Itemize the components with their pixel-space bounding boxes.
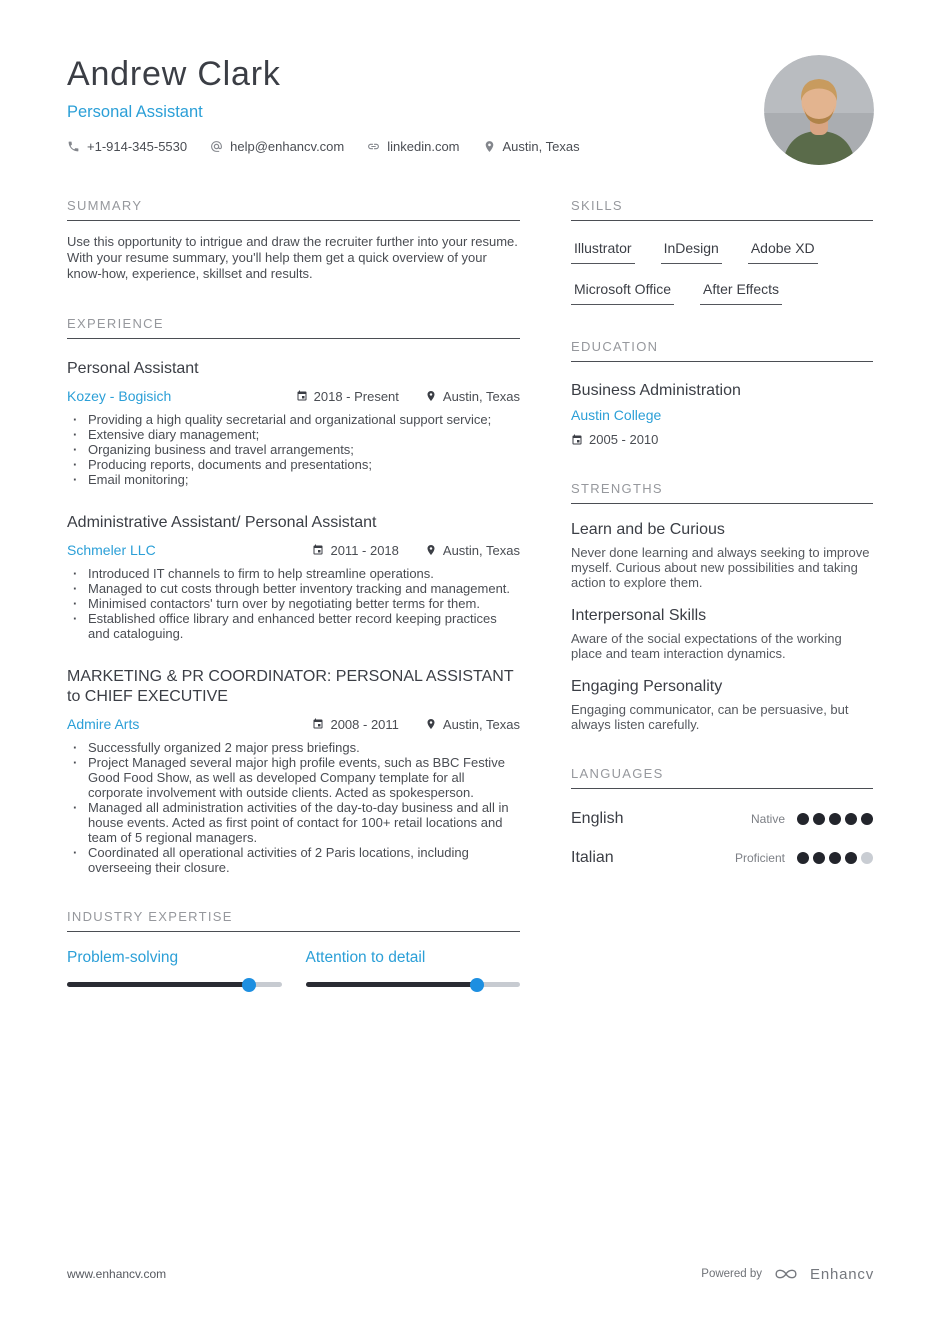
job-bullet: · Established office library and enhanced better record keeping practices and cataloguing. (67, 611, 520, 641)
job-bullets (67, 412, 520, 487)
calendar-icon (571, 434, 583, 446)
left-column (67, 198, 520, 1021)
location-icon (425, 544, 437, 556)
location-icon (425, 718, 437, 730)
contact-text: Austin, Texas (502, 139, 580, 154)
education-dates: 2005 - 2010 (589, 432, 659, 447)
enhancv-logo-icon (771, 1265, 801, 1283)
job-bullet: · Managed to cut costs through better inventory tracking and management. (67, 581, 520, 596)
skill-tag[interactable]: Adobe XD (748, 240, 818, 264)
job-bullet: · Email monitoring; (67, 472, 520, 487)
summary-heading: SUMMARY (67, 198, 520, 221)
resume-header (67, 55, 874, 165)
strength-title: Learn and be Curious (571, 521, 725, 538)
rating-dot (845, 813, 857, 825)
education-heading: EDUCATION (571, 339, 873, 362)
job-bullet: · Organizing business and travel arrangements; (67, 442, 520, 457)
expertise-label: Attention to detail (305, 949, 426, 966)
job-bullets (67, 740, 520, 875)
job-entry (67, 667, 520, 875)
strength-title: Engaging Personality (571, 678, 723, 695)
language-row (571, 849, 873, 867)
job-dates-text: 2011 - 2018 (330, 542, 399, 558)
job-dates-text: 2018 - Present (313, 388, 399, 404)
job-dates (296, 389, 399, 404)
person-name: Andrew Clark (67, 55, 281, 93)
company-link[interactable]: Schmeler LLC (67, 542, 156, 558)
rating-dot (845, 852, 857, 864)
experience-section (67, 316, 520, 875)
language-rating[interactable] (797, 852, 873, 864)
skills-heading: SKILLS (571, 198, 873, 221)
rating-dot (861, 852, 873, 864)
rating-dot (861, 813, 873, 825)
contact-text: linkedin.com (387, 139, 460, 154)
rating-dot (829, 813, 841, 825)
header-text-block (67, 55, 580, 154)
skill-tag[interactable]: InDesign (661, 240, 722, 264)
industry-expertise-heading: INDUSTRY EXPERTISE (67, 909, 520, 932)
contact-text: help@enhancv.com (230, 139, 345, 154)
job-location-text: Austin, Texas (442, 716, 520, 732)
right-column (571, 198, 873, 1021)
job-bullet: · Providing a high quality secretarial and organizational support service; (67, 412, 520, 427)
strength-text: Aware of the social expectations of the working place and team interaction dynamics. (571, 631, 842, 661)
contact-item[interactable] (210, 139, 344, 154)
email-icon (210, 140, 223, 153)
footer-site-link[interactable]: www.enhancv.com (67, 1267, 167, 1281)
experience-heading: EXPERIENCE (67, 316, 520, 339)
job-title: MARKETING & PR COORDINATOR: PERSONAL ASSISTANT to CHIEF EXECUTIVE (67, 668, 514, 705)
slider-fill (306, 982, 478, 987)
job-meta-row (67, 716, 520, 732)
job-dates-text: 2008 - 2011 (330, 716, 399, 732)
calendar-icon (296, 390, 308, 402)
job-bullet: · Producing reports, documents and presentations; (67, 457, 520, 472)
expertise-label: Problem-solving (67, 949, 179, 966)
language-rating[interactable] (797, 813, 873, 825)
contact-item[interactable] (67, 139, 187, 154)
expertise-list (67, 932, 520, 987)
slider-handle[interactable] (470, 978, 484, 992)
strengths-list (571, 521, 873, 732)
job-dates (312, 717, 398, 732)
job-title: Personal Assistant (67, 360, 199, 377)
slider-handle[interactable] (242, 978, 256, 992)
job-bullet: · Minimised contactors' turn over by negotiating better terms for them. (67, 596, 520, 611)
profile-photo[interactable] (764, 55, 874, 165)
contact-text: +1-914-345-5530 (87, 139, 188, 154)
strength-item (571, 521, 873, 590)
job-bullets (67, 566, 520, 641)
skills-section (571, 198, 873, 305)
expertise-slider[interactable] (67, 982, 282, 987)
job-location (425, 389, 520, 404)
job-meta-right (312, 543, 520, 558)
page-footer (67, 1265, 874, 1283)
company-link[interactable]: Kozey - Bogisich (67, 388, 172, 404)
language-level: Native (750, 812, 785, 826)
enhancv-brand-text: Enhancv (810, 1265, 874, 1283)
language-name: English (571, 810, 624, 827)
education-section (571, 339, 873, 447)
education-degree: Business Administration (571, 382, 741, 399)
jobs-list (67, 359, 520, 875)
job-bullet: · Coordinated all operational activities of 2 Paris locations, including overseeing their closure. (67, 845, 520, 875)
strength-item (571, 607, 873, 661)
avatar-illustration (764, 55, 874, 165)
strength-text: Engaging communicator, can be persuasive, but always listen carefully. (571, 702, 849, 732)
slider-fill (67, 982, 249, 987)
job-bullet: · Managed all administration activities of the day-to-day business and all in house events. Acted as first point of contact for 100+ retail locations and team of 5 regional managers. (67, 800, 520, 845)
location-icon (483, 140, 496, 153)
skill-tag[interactable]: After Effects (700, 281, 782, 305)
job-location (425, 717, 520, 732)
job-entry (67, 359, 520, 487)
rating-dot (813, 813, 825, 825)
languages-list (571, 810, 873, 867)
language-row (571, 810, 873, 828)
contact-item[interactable] (483, 139, 580, 154)
strength-title: Interpersonal Skills (571, 607, 707, 624)
expertise-slider[interactable] (306, 982, 521, 987)
job-meta-row (67, 542, 520, 558)
job-bullet: · Successfully organized 2 major press briefings. (67, 740, 520, 755)
skill-tags (571, 240, 873, 305)
languages-heading: LANGUAGES (571, 766, 873, 789)
summary-text: Use this opportunity to intrigue and draw the recruiter further into your resume. With your resume summary, you'll help them get a quick overview of your know-how, experience, skillset and results. (67, 234, 518, 281)
job-bullet: · Introduced IT channels to firm to help streamline operations. (67, 566, 520, 581)
skill-tag[interactable]: Illustrator (571, 240, 635, 264)
education-dates-row (571, 432, 873, 447)
calendar-icon (312, 718, 324, 730)
job-location (425, 543, 520, 558)
rating-dot (813, 852, 825, 864)
link-icon (367, 140, 380, 153)
job-location-text: Austin, Texas (442, 388, 520, 404)
strengths-heading: STRENGTHS (571, 481, 873, 504)
job-location-text: Austin, Texas (442, 542, 520, 558)
rating-dot (797, 813, 809, 825)
person-title: Personal Assistant (67, 103, 203, 121)
strengths-section (571, 481, 873, 732)
phone-icon (67, 140, 80, 153)
powered-by-label: Powered by (701, 1268, 763, 1280)
languages-section (571, 766, 873, 867)
contact-item[interactable] (367, 139, 459, 154)
powered-by-block[interactable] (701, 1265, 874, 1283)
job-meta-right (296, 389, 520, 404)
location-icon (425, 390, 437, 402)
job-title: Administrative Assistant/ Personal Assistant (67, 514, 377, 531)
job-bullet: · Project Managed several major high profile events, such as BBC Festive Good Food Show, as well as developed Company template for all corporate involvement with outside clients. Acted as spokesperson. (67, 755, 520, 800)
education-school-link[interactable]: Austin College (571, 407, 662, 423)
company-link[interactable]: Admire Arts (67, 716, 140, 732)
two-column-body (67, 198, 874, 1021)
job-entry (67, 513, 520, 641)
job-meta-right (312, 717, 520, 732)
rating-dot (829, 852, 841, 864)
strength-item (571, 678, 873, 732)
rating-dot (797, 852, 809, 864)
expertise-item (67, 932, 282, 987)
job-bullet: · Extensive diary management; (67, 427, 520, 442)
calendar-icon (312, 544, 324, 556)
language-level: Proficient (734, 851, 785, 865)
summary-section (67, 198, 520, 282)
language-name: Italian (571, 849, 614, 866)
industry-expertise-section (67, 909, 520, 987)
job-dates (312, 543, 398, 558)
skill-tag[interactable]: Microsoft Office (571, 281, 674, 305)
job-meta-row (67, 388, 520, 404)
expertise-item (306, 932, 521, 987)
contact-row (67, 139, 580, 154)
strength-text: Never done learning and always seeking to improve myself. Curious about new possibilities and taking action to explore them. (571, 545, 870, 590)
